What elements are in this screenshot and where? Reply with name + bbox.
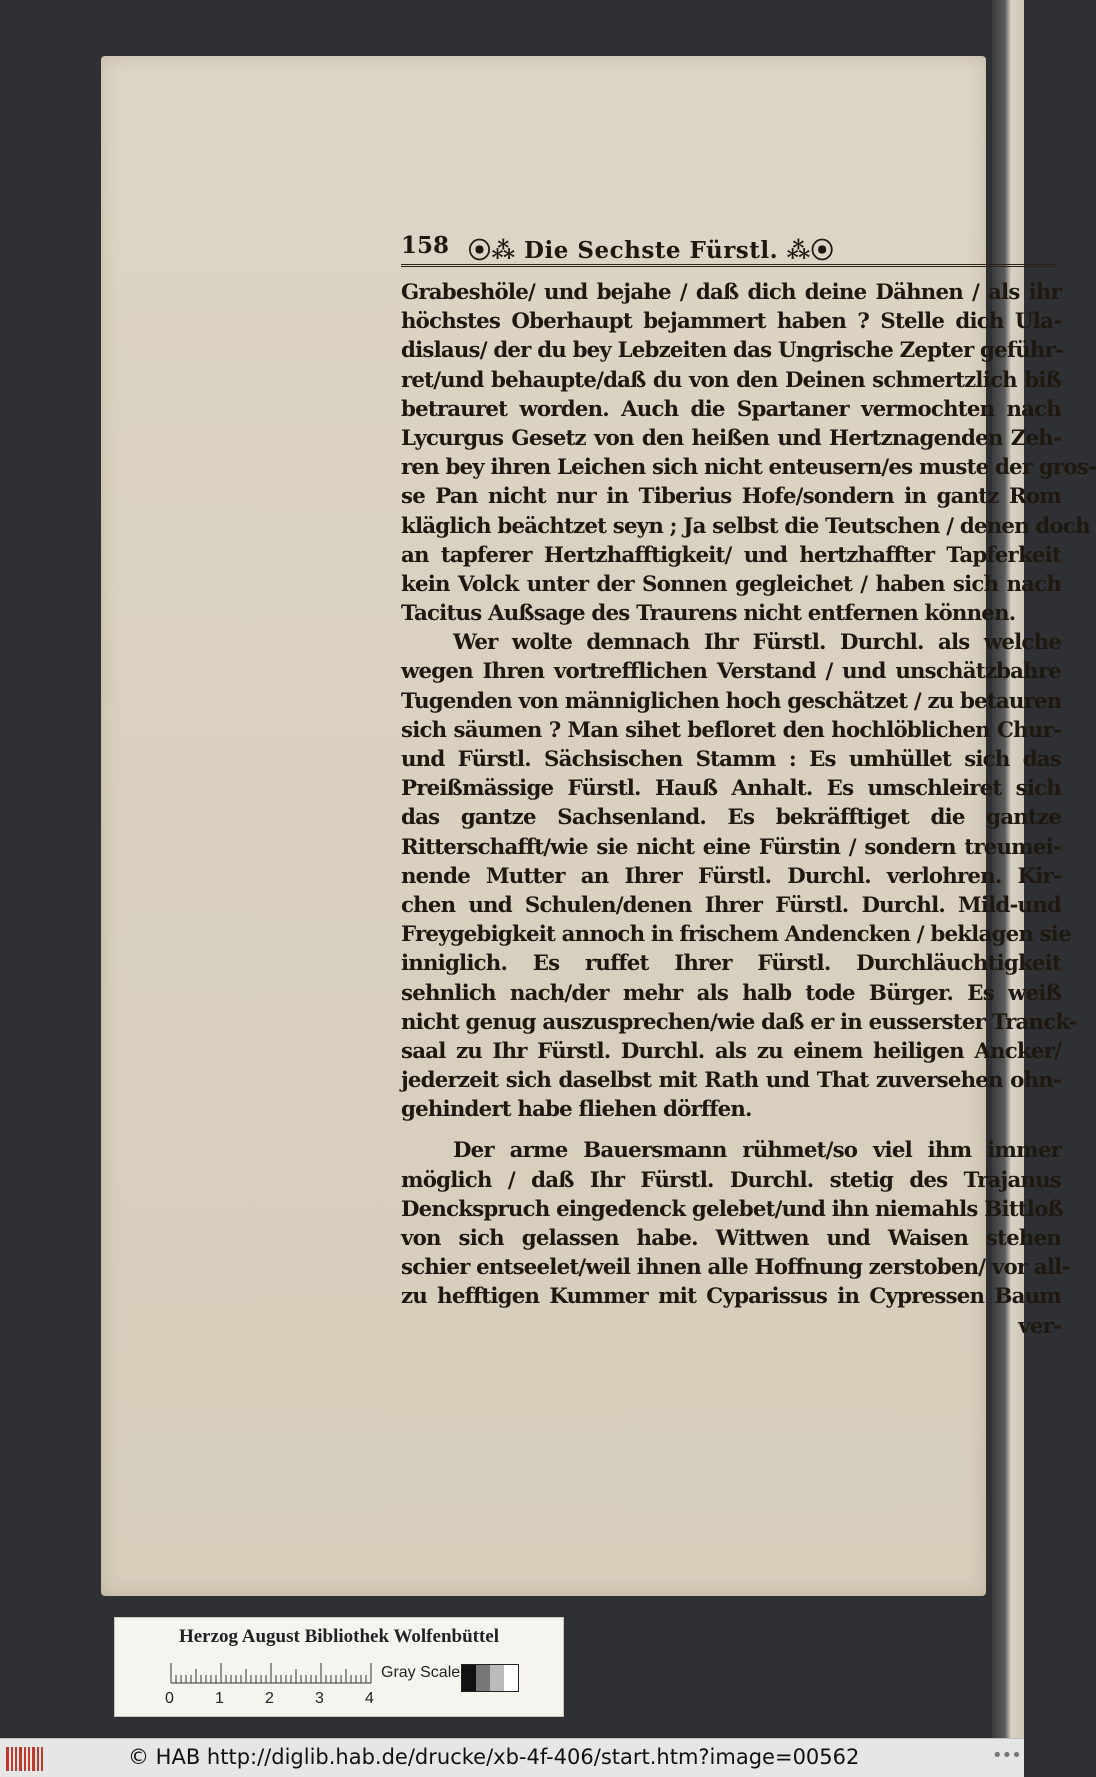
text-line: saal zu Ihr Fürstl. Durchl. als zu einem heiligen Ancker/ — [401, 1038, 1061, 1064]
text-line: Der arme Bauersmann rühmet/so viel ihm immer — [453, 1138, 1061, 1164]
text-line: Grabeshöle/ und bejahe / daß dich deine Dähnen / als ihr — [401, 280, 1061, 305]
page-header — [401, 232, 1056, 267]
grayscale-swatch — [461, 1664, 519, 1692]
text-line: ver- — [1018, 1313, 1061, 1339]
text-line: und Fürstl. Sächsischen Stamm : Es umhüllet sich das — [401, 747, 1061, 772]
text-line: an tapferer Hertzhafftigkeit/ und hertzhaffter Tapferkeit — [401, 542, 1061, 568]
text-line: möglich / daß Ihr Fürstl. Durchl. stetig des Trajanus — [401, 1167, 1061, 1193]
ruler — [171, 1662, 371, 1684]
page-number: 158 — [401, 232, 450, 259]
ruler-label: 4 — [365, 1690, 374, 1707]
text-block — [401, 278, 1096, 1341]
text-line: jederzeit sich daselbst mit Rath und That zuversehen ohn- — [401, 1068, 1061, 1094]
text-line: von sich gelassen habe. Wittwen und Waisen stehen — [401, 1226, 1061, 1251]
library-name: Herzog August Bibliothek Wolfenbüttel — [178, 1626, 500, 1647]
ruler-label: 1 — [215, 1690, 224, 1707]
barcode-icon — [6, 1747, 46, 1771]
grayscale-patch — [504, 1665, 518, 1691]
barcode-bar — [15, 1747, 17, 1771]
text-line: chen und Schulen/denen Ihrer Fürstl. Durchl. Mild-und — [401, 892, 1061, 918]
text-line: ren bey ihren Leichen sich nicht enteusern/es muste der gros- — [401, 455, 1096, 481]
barcode-bar — [11, 1747, 13, 1771]
barcode-bar — [41, 1747, 43, 1771]
text-line: Freygebigkeit annoch in frischem Andencken / beklagen sie — [401, 922, 1071, 948]
text-line: nicht genug auszusprechen/wie daß er in eusserster Tranck- — [401, 1009, 1077, 1035]
text-line: zu hefftigen Kummer mit Cyparissus in Cypressen Baum — [401, 1284, 1061, 1310]
running-head: ⦿⁂ Die Sechste Fürstl. ⁂⦿ — [468, 237, 835, 264]
text-line: ret/und behaupte/daß du von den Deinen schmertzlich biß — [401, 367, 1061, 393]
paragraph-gap — [401, 1124, 1061, 1136]
text-line: sehnlich nach/der mehr als halb tode Bürger. Es weiß — [401, 980, 1061, 1006]
text-line: wegen Ihren vortrefflichen Verstand / und unschätzbahre — [401, 659, 1061, 685]
text-line: inniglich. Es ruffet Ihrer Fürstl. Durchläuchtigkeit — [401, 951, 1061, 977]
barcode-bar — [28, 1747, 30, 1771]
text-line: dislaus/ der du bey Lebzeiten das Ungrische Zepter geführ- — [401, 338, 1064, 364]
grayscale-patch — [462, 1665, 476, 1691]
text-line: schier entseelet/weil ihnen alle Hoffnung zerstoben/ vor all- — [401, 1255, 1070, 1281]
text-line: Preißmässige Fürstl. Hauß Anhalt. Es umschleiret sich — [401, 776, 1061, 802]
color-calibration-card — [114, 1617, 564, 1717]
grayscale-patch — [490, 1665, 504, 1691]
text-line: kein Volck unter der Sonnen gegleichet / haben sich nach — [401, 571, 1061, 597]
barcode-bar — [32, 1747, 35, 1771]
text-line: gehindert habe fliehen dörffen. — [401, 1097, 752, 1123]
text-line: Denckspruch eingedenck gelebet/und ihn niemahls Bittloß — [401, 1196, 1063, 1222]
barcode-bar — [19, 1747, 22, 1771]
book-page — [101, 56, 1096, 1596]
text-line: Lycurgus Gesetz von den heißen und Hertznagenden Zeh- — [401, 425, 1061, 451]
text-line: sich säumen ? Man sihet befloret den hochlöblichen Chur- — [401, 717, 1061, 743]
grayscale-label: Gray Scale — [381, 1664, 461, 1681]
more-icon[interactable]: ••• — [992, 1745, 1021, 1766]
text-line: Tacitus Außsage des Traurens nicht entfernen können. — [401, 601, 1016, 627]
ruler-labels — [165, 1690, 374, 1710]
text-line: se Pan nicht nur in Tiberius Hofe/sondern in gantz Rom — [401, 484, 1061, 510]
ruler-label: 3 — [315, 1690, 324, 1707]
text-line: betrauret worden. Auch die Spartaner vermochten nach — [401, 396, 1061, 422]
status-bar — [0, 1738, 1024, 1777]
text-line: nende Mutter an Ihrer Fürstl. Durchl. verlohren. Kir- — [401, 863, 1061, 889]
text-line: Ritterschafft/wie sie nicht eine Fürstin / sondern treumei- — [401, 834, 1061, 860]
ruler-label: 0 — [165, 1690, 174, 1707]
grayscale-patch — [476, 1665, 490, 1691]
ruler-label: 2 — [265, 1690, 274, 1707]
text-line: kläglich beächtzet seyn ; Ja selbst die Teutschen / denen doch — [401, 513, 1090, 539]
text-line: das gantze Sachsenland. Es bekräfftiget die gantze — [401, 805, 1061, 831]
text-line: Wer wolte demnach Ihr Fürstl. Durchl. als welche — [453, 630, 1061, 656]
text-line: höchstes Oberhaupt bejammert haben ? Stelle dich Ula- — [401, 309, 1061, 335]
copyright-url[interactable]: © HAB http://diglib.hab.de/drucke/xb-4f-406/start.htm?image=00562 — [128, 1745, 860, 1769]
text-line: Tugenden von männiglichen hoch geschätzet / zu betauren — [401, 688, 1062, 714]
barcode-bar — [37, 1747, 39, 1771]
barcode-bar — [24, 1747, 26, 1771]
barcode-bar — [6, 1747, 9, 1771]
